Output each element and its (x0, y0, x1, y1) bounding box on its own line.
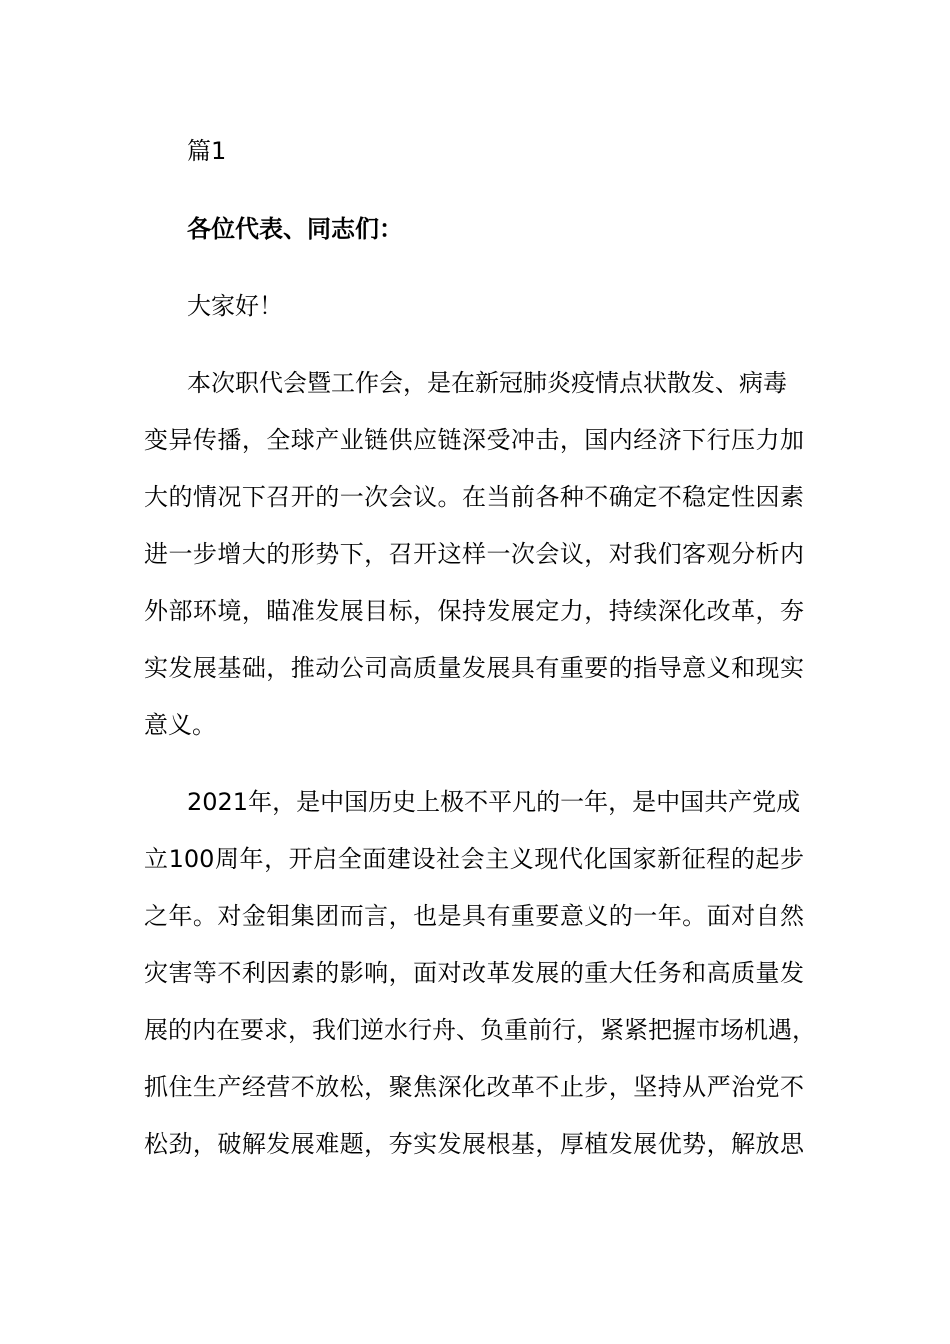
paragraph-2-line-5: 展的内在要求，我们逆水行舟、负重前行，紧紧把握市场机遇， (144, 1016, 816, 1044)
paragraph-2-line-7: 松劲，破解发展难题，夯实发展根基，厚植发展优势，解放思 (144, 1130, 804, 1158)
paragraph-1-line-3: 大的情况下召开的一次会议。在当前各种不确定不稳定性因素 (144, 483, 804, 511)
paragraph-1-line-7: 意义。 (144, 711, 216, 739)
paragraph-2-line-2: 立100周年，开启全面建设社会主义现代化国家新征程的起步 (144, 845, 804, 873)
paragraph-2-line-1: 2021年，是中国历史上极不平凡的一年，是中国共产党成 (187, 788, 801, 816)
paragraph-2-line-3: 之年。对金钼集团而言，也是具有重要意义的一年。面对自然 (144, 902, 804, 930)
greeting: 大家好！ (187, 292, 283, 320)
paragraph-1-line-1: 本次职代会暨工作会，是在新冠肺炎疫情点状散发、病毒 (187, 369, 787, 397)
paragraph-1-line-5: 外部环境，瞄准发展目标，保持发展定力，持续深化改革，夯 (144, 597, 804, 625)
paragraph-1-line-6: 实发展基础，推动公司高质量发展具有重要的指导意义和现实 (144, 654, 804, 682)
salutation: 各位代表、同志们： (187, 215, 403, 243)
section-label: 篇1 (187, 137, 227, 165)
paragraph-2-line-6: 抓住生产经营不放松，聚焦深化改革不止步，坚持从严治党不 (144, 1073, 804, 1101)
paragraph-1-line-2: 变异传播，全球产业链供应链深受冲击，国内经济下行压力加 (144, 426, 804, 454)
paragraph-1-line-4: 进一步增大的形势下，召开这样一次会议，对我们客观分析内 (144, 540, 804, 568)
paragraph-2-line-4: 灾害等不利因素的影响，面对改革发展的重大任务和高质量发 (144, 959, 804, 987)
